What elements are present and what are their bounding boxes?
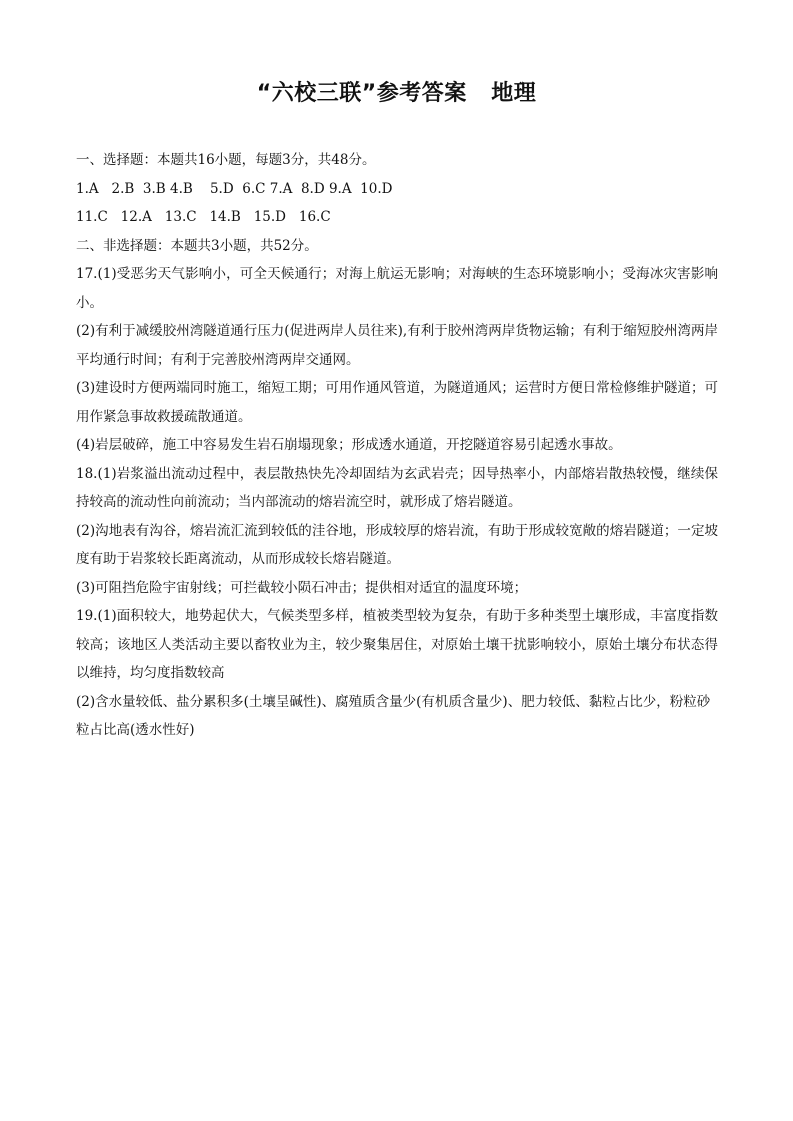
answer-19-2: (2)含水量较低、盐分累积多(土壤呈碱性)、腐殖质含量少(有机质含量少)、肥力较低、黏粒占比少，粉粒砂 xyxy=(76,693,711,710)
answers-row-2: 11.C 12.A 13.C 14.B 15.D 16.C xyxy=(76,209,331,225)
section2-heading: 二、非选择题：本题共3小题，共52分。 xyxy=(76,237,318,254)
answer-18-2: (2)沟地表有沟谷，熔岩流汇流到较低的洼谷地，形成较厚的熔岩流，有助于形成较宽敞的熔岩隧道；一定坡度有助于岩浆较长距离流动，从而形成较长熔岩隧道。 xyxy=(76,522,718,567)
answer-18-1: 18.(1)岩浆溢出流动过程中，表层散热快先冷却固结为玄武岩壳；因导热率小，内部熔岩散热较慢，继续保持较高的流动性向前流动；当内部流动的熔岩流空时，就形成了熔岩隧道。 xyxy=(76,465,718,510)
answer-19-2-continued: 粒占比高(透水性好) xyxy=(76,722,195,738)
section1-heading: 一、选择题：本题共16小题，每题3分，共48分。 xyxy=(76,152,376,168)
answer-18-3: (3)可阻挡危险宇宙射线；可拦截较小陨石冲击；提供相对适宜的温度环境； xyxy=(76,579,528,596)
page-title: “六校三联”参考答案 地理 xyxy=(256,81,537,106)
answer-17-3: (3)建设时方便两端同时施工，缩短工期；可用作通风管道，为隧道通风；运营时方便日常检修维护隧道；可用作紧急事故救援疏散通道。 xyxy=(76,380,718,425)
answers-row-1: 1.A 2.B 3.B 4.B 5.D 6.C 7.A 8.D 9.A 10.D xyxy=(76,180,393,197)
answer-17-1: 17.(1)受恶劣天气影响小，可全天候通行；对海上航运无影响；对海峡的生态环境影响小；受海冰灾害影响小。 xyxy=(76,266,718,311)
answer-17-2: (2)有利于减缓胶州湾隧道通行压力(促进两岸人员往来),有利于胶州湾两岸货物运输；有利于缩短胶州湾两岸平均通行时间；有利于完善胶州湾两岸交通网。 xyxy=(76,323,718,368)
answer-17-4: (4)岩层破碎，施工中容易发生岩石崩塌现象；形成透水通道，开挖隧道容易引起透水事故。 xyxy=(76,437,622,453)
answer-19-1: 19.(1)面积较大，地势起伏大，气候类型多样，植被类型较为复杂，有助于多种类型土壤形成，丰富度指数较高；该地区人类活动主要以畜牧业为主，较少聚集居住，对原始土壤干扰影响较小，原始土壤分布状态得以维持，均匀度指数较高 xyxy=(76,608,718,681)
answer-content xyxy=(76,146,718,745)
